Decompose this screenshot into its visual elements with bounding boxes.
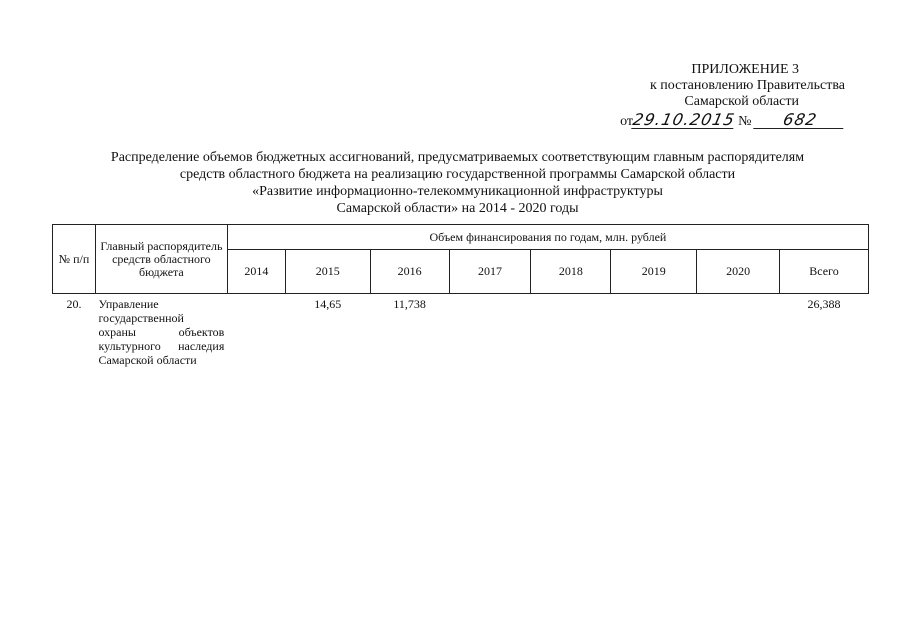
header-number: № п/п: [53, 225, 96, 294]
document-title: [40, 149, 875, 217]
appendix-region-line: Самарской области: [684, 94, 799, 109]
cell-2015: 14,65: [314, 297, 342, 311]
appendix-title: ПРИЛОЖЕНИЕ 3: [691, 62, 799, 77]
header-year-2014: 2014: [227, 250, 285, 294]
header-year-2016: 2016: [370, 250, 449, 294]
title-line-3: «Развитие информационно-телекоммуникационной инфраструктуры: [252, 184, 663, 199]
cell-2016: 11,738: [393, 297, 426, 311]
table-row: [53, 294, 869, 371]
number-prefix: №: [738, 114, 752, 129]
cell-total: 26,388: [807, 297, 841, 311]
title-line-4: Самарской области» на 2014 - 2020 годы: [336, 201, 579, 216]
header-manager: Главный распорядитель средств областного бюджета: [95, 225, 227, 294]
header-year-2020: 2020: [697, 250, 780, 294]
header-year-2019: 2019: [611, 250, 697, 294]
cell-2019: [611, 294, 697, 371]
cell-2020: [697, 294, 780, 371]
header-year-2018: 2018: [531, 250, 611, 294]
appendix-date-number-line: [605, 112, 845, 130]
title-line-1: Распределение объемов бюджетных ассигнований, предусматриваемых соответствующим главным распорядителям: [110, 150, 805, 165]
row-number: 20.: [66, 297, 82, 311]
cell-2017: [449, 294, 531, 371]
cell-2018: [531, 294, 611, 371]
row-manager: Управление государственной охраны объектов культурного наследия Самарской области: [98, 297, 225, 367]
header-total: Всего: [780, 250, 869, 294]
date-prefix: от: [620, 114, 634, 129]
funding-table: [52, 224, 869, 370]
appendix-decree-line: к постановлению Правительства: [649, 78, 845, 93]
header-year-2017: 2017: [449, 250, 531, 294]
appendix-block: [605, 62, 845, 130]
handwritten-number: 682: [753, 112, 847, 129]
title-line-2: средств областного бюджета на реализацию государственной программы Самарской области: [179, 167, 736, 182]
header-funding: Объем финансирования по годам, млн. рублей: [227, 225, 868, 250]
handwritten-date: 29.10.2015: [631, 110, 737, 129]
header-year-2015: 2015: [285, 250, 370, 294]
cell-2014: [227, 294, 285, 371]
